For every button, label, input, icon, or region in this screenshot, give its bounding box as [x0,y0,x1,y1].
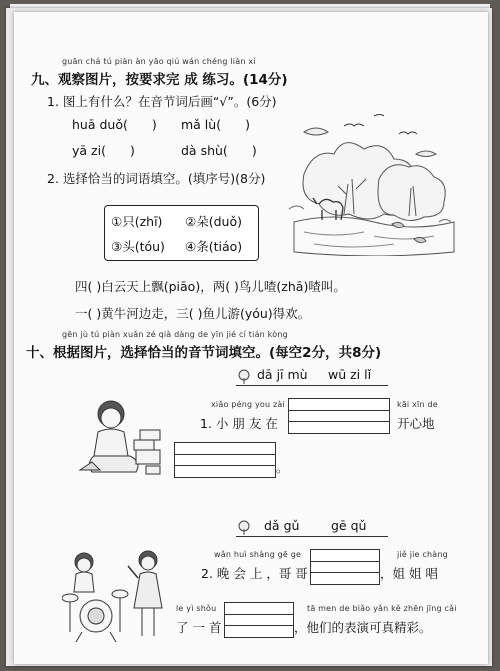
s2-text-d: ，他们的表演可真精彩。 [294,620,432,635]
s2-pinyin-a: wǎn huì shàng gē ge [214,550,302,559]
word-bank-underline [236,385,388,386]
s1-pinyin-a: xiǎo péng you zài [211,400,285,409]
s2-text-a: 2. 晚 会 上 ，哥 哥 [201,566,308,581]
fill-sentence-1: 四( )白云天上飘(piāo)，两( )鸟儿喳(zhā)喳叫。 [75,279,346,294]
word-option-dajimu: dā jī mù [257,367,308,382]
s1-pinyin-b: kāi xīn de [397,400,438,409]
option-zhi: ①只(zhī) [111,214,163,229]
section9-title: 九、观察图片，按要求完 成 练习。(14分) [31,72,288,88]
s2-pinyin-b: jiě jie chàng [397,550,448,559]
s1-text-b: 开心地 [397,416,435,431]
scene-illustration [284,104,456,256]
option-tiao: ④条(tiáo) [185,239,243,254]
drum-singer-illustration [62,548,174,644]
s2-text-b: ，姐 姐 唱 [380,566,438,581]
s1-text-a: 1. 小 朋 友 在 [200,416,278,431]
q1-option-yazi[interactable]: yā zi( ) [72,143,135,158]
s2-pinyin-d: tā men de biǎo yǎn kě zhēn jīng cǎi [307,604,457,613]
option-tou: ③头(tóu) [111,239,165,254]
question-2: 2. 选择恰当的词语填空。(填序号)(8分) [47,171,266,186]
s2-answer-box-2[interactable] [224,602,294,638]
word-option-wuzili: wū zi lǐ [328,367,372,382]
word-option-gequ: gē qǔ [331,518,367,533]
section9-title-pinyin: guān chá tú piàn àn yāo qiú wán chéng liàn xí [62,57,256,66]
s1-period: 。 [276,460,289,475]
fill-sentence-2: 一( )黄牛河边走，三( )鱼儿游(yóu)得欢。 [75,306,311,321]
word-option-dagu: dǎ gǔ [264,518,300,533]
q1-option-dashu[interactable]: dà shù( ) [181,143,257,158]
s2-answer-box-1[interactable] [310,549,380,585]
word-bank-underline [236,536,388,537]
worksheet-page [14,12,488,664]
section10-title-pinyin: gēn jù tú piàn xuǎn zé qià dàng de yīn jié cí tián kòng [62,330,288,339]
tree-icon [236,520,252,536]
s2-text-c: 了 一 首 [176,620,222,635]
s2-pinyin-c: le yì shǒu [176,604,217,613]
s1-answer-box-1[interactable] [288,398,390,434]
q1-option-huaduo[interactable]: huā duǒ( ) [72,117,157,132]
q1-option-malu[interactable]: mǎ lù( ) [181,117,250,132]
child-blocks-illustration [76,392,172,482]
question-1: 1. 图上有什么？在音节词后画“√”。(6分) [47,94,277,109]
option-duo: ②朵(duǒ) [185,214,242,229]
tree-icon [236,369,252,385]
section10-title: 十、根据图片，选择恰当的音节词填空。(每空2分，共8分) [26,345,382,361]
options-box [104,205,259,261]
s1-answer-box-2[interactable] [174,442,276,478]
